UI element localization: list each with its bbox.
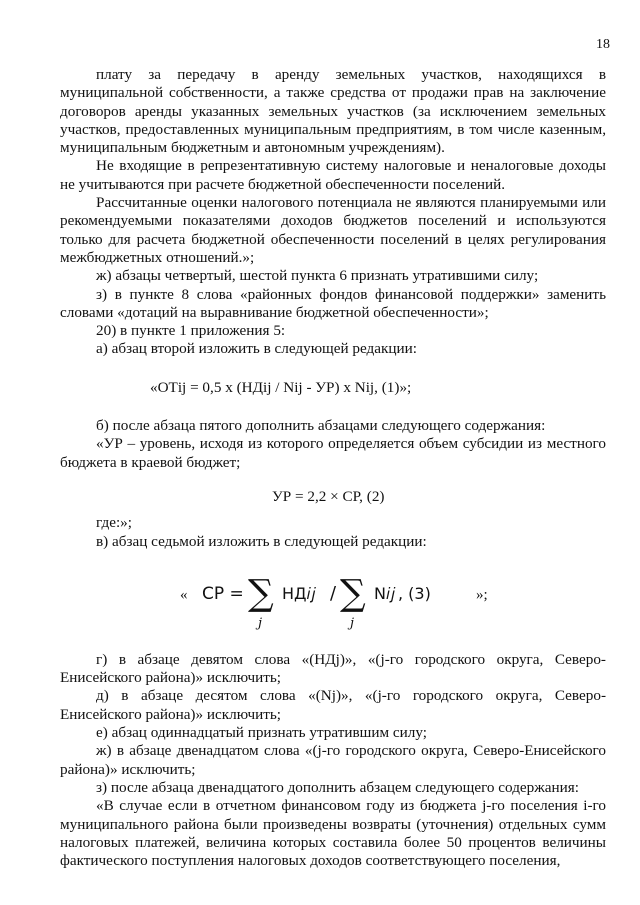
page-number: 18 (596, 37, 610, 52)
paragraph: д) в абзаце десятом слова «(Nj)», «(j-го городского округа, Северо-Енисейского района)» исключить; (60, 687, 606, 723)
formula-2: УР = 2,2 × СР, (2) (272, 487, 385, 505)
paragraph: плату за передачу в аренду земельных участков, находящихся в муниципальной собственности, а также средства от продажи прав на заключение договоров аренды указанных земельных участков (за исключением земельных участков, предоставленных муниципальным предприятиям, в том числе казенным, муниципальным бюджетным и автономным учреждениям). (60, 66, 606, 157)
paragraph: Рассчитанные оценки налогового потенциала не являются планируемыми или рекомендуемыми показателями доходов бюджетов поселений и используются только для расчета бюджетной обеспеченности поселений в целях регулирования межбюджетных отношений.»; (60, 194, 606, 266)
formula-3-open-quote: « (180, 586, 188, 603)
paragraph: Не входящие в репрезентативную систему налоговые и неналоговые доходы не учитываются при расчете бюджетной обеспеченности поселений. (60, 157, 606, 193)
formula-3-numerator: НД𝑖𝑗 (282, 583, 316, 603)
paragraph: з) после абзаца двенадцатого дополнить абзацем следующего содержания: (96, 778, 579, 796)
formula-3-svg (180, 563, 510, 637)
document-body (60, 66, 606, 870)
formula-1: «ОТij = 0,5 x (НДij / Nij - УР) x Nij, (1)»; (150, 378, 412, 396)
paragraph: ж) абзацы четвертый, шестой пункта 6 признать утратившими силу; (96, 267, 539, 285)
paragraph: 20) в пункте 1 приложения 5: (96, 322, 286, 340)
paragraph: г) в абзаце девятом слова «(НДj)», «(j-го городского округа, Северо-Енисейского района)» исключить; (60, 650, 606, 687)
paragraph: а) абзац второй изложить в следующей редакции: (96, 340, 418, 358)
paragraph: в) абзац седьмой изложить в следующей редакции: (96, 532, 427, 550)
sum-symbol-2: ∑ (340, 572, 366, 614)
formula-3 (60, 563, 606, 637)
formula-3-denominator: N𝑖𝑗 (374, 583, 396, 603)
paragraph: «В случае если в отчетном финансовом году из бюджета j-го поселения i-го муниципального района были произведены возвраты (уточнения) отдельных сумм налоговых платежей, величина которых составила более 50 процентов величины фактического поступления налоговых доходов соответствующего поселения, (60, 797, 606, 870)
paragraph: з) в пункте 8 слова «районных фондов финансовой поддержки» заменить словами «дотаций на выравнивание бюджетной обеспеченности»; (60, 285, 606, 321)
formula-3-sum-index-1: j (258, 615, 263, 631)
formula-3-close: »; (476, 586, 488, 603)
formula-3-sum-index-2: j (350, 615, 355, 631)
sum-symbol-1: ∑ (248, 572, 274, 614)
paragraph: «УР – уровень, исходя из которого определяется объем субсидии из местного бюджета в краевой бюджет; (60, 435, 606, 471)
formula-3-tail: , (3) (398, 583, 431, 603)
paragraph: б) после абзаца пятого дополнить абзацами следующего содержания: (96, 417, 546, 435)
paragraph: е) абзац одиннадцатый признать утратившим силу; (96, 724, 427, 742)
paragraph: где:»; (96, 514, 132, 532)
formula-3-slash: / (330, 582, 337, 604)
formula-3-lhs: СР = (202, 583, 244, 604)
paragraph: ж) в абзаце двенадцатом слова «(j-го городского округа, Северо-Енисейского района)» исключить; (60, 742, 606, 778)
